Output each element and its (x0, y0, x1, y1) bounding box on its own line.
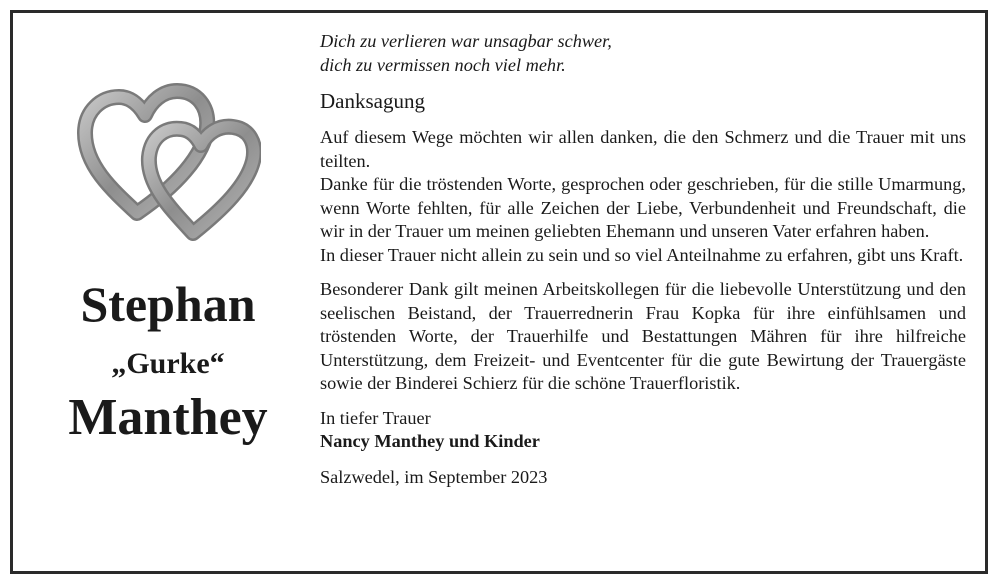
place-date: Salzwedel, im September 2023 (320, 466, 548, 487)
first-name: Stephan (80, 276, 256, 332)
nickname: „Gurke“ (111, 347, 225, 380)
text-panel (320, 30, 966, 489)
last-name: Manthey (68, 389, 268, 446)
paragraph-1: Auf diesem Wege möchten wir allen danken, die den Schmerz und die Trauer mit uns teilten. (320, 127, 966, 171)
paragraph-3: In dieser Trauer nicht allein zu sein und so viel Anteilnahme zu erfahren, gibt uns Kraft. (320, 244, 964, 265)
heading: Danksagung (320, 89, 425, 113)
paragraph-2: Danke für die tröstenden Worte, gesprochen oder geschrieben, für die stille Umarmung, wenn Worte fehlten, für alle Zeichen der Liebe, Verbundenheit und Freundschaft, die wir in der Trauer um meinen geliebten Ehemann und unseren Vater erfahren haben. (320, 174, 966, 241)
signers: Nancy Manthey und Kinder (320, 431, 540, 451)
poem-line-1: Dich zu verlieren war unsagbar schwer, (320, 31, 612, 51)
interlocked-hearts-icon (75, 81, 261, 245)
closing-phrase: In tiefer Trauer (320, 407, 431, 428)
name-panel (13, 13, 298, 571)
poem-line-2: dich zu vermissen noch viel mehr. (320, 54, 566, 75)
paragraph-4: Besonderer Dank gilt meinen Arbeitskollegen für die liebevolle Unterstützung und den seelischen Beistand, der Trauerrednerin Frau Kopka für ihre einfühlsamen und tröstenden Worte, der Trauerhilfe und Bestattungen Mähren für ihre hilfreiche Unterstützung, dem Freizeit- und Eventcenter für die gute Bewirtung der Trauergäste sowie der Binderei Schierz für die schöne Trauerfloristik. (320, 279, 966, 393)
poem (320, 30, 966, 77)
